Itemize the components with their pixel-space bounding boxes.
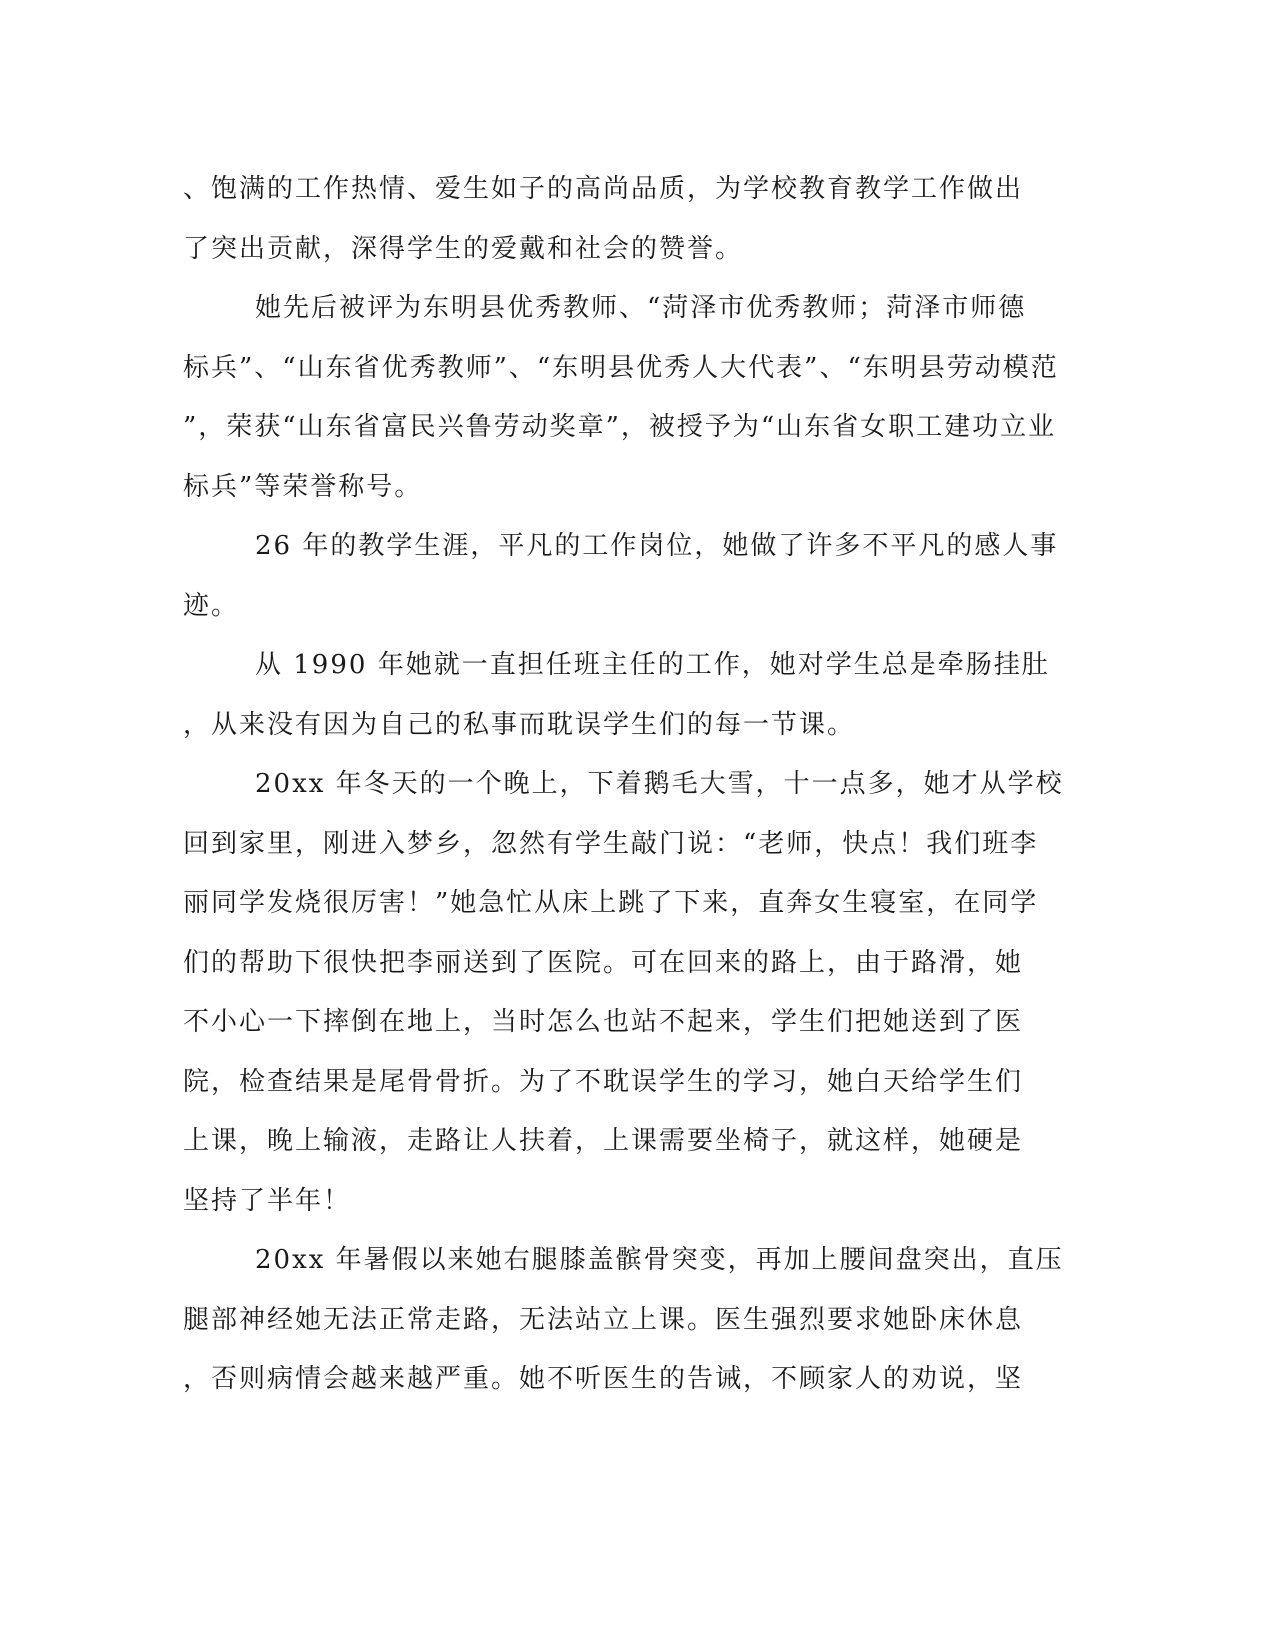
- text-line-8: 迹。: [183, 590, 240, 621]
- text-line-6: 标兵”等荣誉称号。: [183, 471, 423, 502]
- text-line-7: 26 年的教学生涯，平凡的工作岗位，她做了许多不平凡的感人事: [255, 531, 1059, 561]
- text-line-21: ，否则病情会越来越严重。她不听医生的告诫，不顾家人的劝说，坚: [183, 1364, 1024, 1394]
- text-line-16: 院，检查结果是尾骨骨折。为了不耽误学生的学习，她白天给学生们: [183, 1066, 1024, 1097]
- text-line-12: 回到家里，刚进入梦乡，忽然有学生敲门说：“老师，快点！我们班李: [183, 828, 1039, 859]
- text-line-3: 她先后被评为东明县优秀教师、“菏泽市优秀教师；菏泽市师德: [255, 293, 1027, 323]
- text-line-15: 不小心一下摔倒在地上，当时怎么也站不起来，学生们把她送到了医: [183, 1007, 1024, 1037]
- document-body: [183, 160, 1073, 1410]
- text-line-17: 上课，晚上输液，走路让人扶着，上课需要坐椅子，就这样，她硬是: [183, 1126, 1024, 1156]
- text-line-19: 20xx 年暑假以来她右腿膝盖髌骨突变，再加上腰间盘突出，直压: [255, 1245, 1064, 1275]
- text-line-9: 从 1990 年她就一直担任班主任的工作，她对学生总是牵肠挂肚: [255, 650, 1050, 680]
- text-line-2: 了突出贡献，深得学生的爱戴和社会的赞誉。: [183, 233, 744, 264]
- text-line-20: 腿部神经她无法正常走路，无法站立上课。医生强烈要求她卧床休息: [183, 1304, 1024, 1335]
- text-line-1: 、饱满的工作热情、爱生如子的高尚品质，为学校教育教学工作做出: [183, 174, 1024, 204]
- text-line-13: 丽同学发烧很厉害！”她急忙从床上跳了下来，直奔女生寝室，在同学: [183, 888, 1039, 918]
- text-line-11: 20xx 年冬天的一个晚上，下着鹅毛大雪，十一点多，她才从学校: [255, 769, 1064, 799]
- text-line-18: 坚持了半年！: [183, 1185, 352, 1216]
- text-line-5: ”，荣获“山东省富民兴鲁劳动奖章”，被授予为“山东省女职工建功立业: [183, 412, 1057, 442]
- text-line-4: 标兵”、“山东省优秀教师”、“东明县优秀人大代表”、“东明县劳动模范: [183, 352, 1059, 383]
- text-line-14: 们的帮助下很快把李丽送到了医院。可在回来的路上，由于路滑，她: [183, 947, 1024, 978]
- text-line-10: ，从来没有因为自己的私事而耽误学生们的每一节课。: [183, 709, 856, 740]
